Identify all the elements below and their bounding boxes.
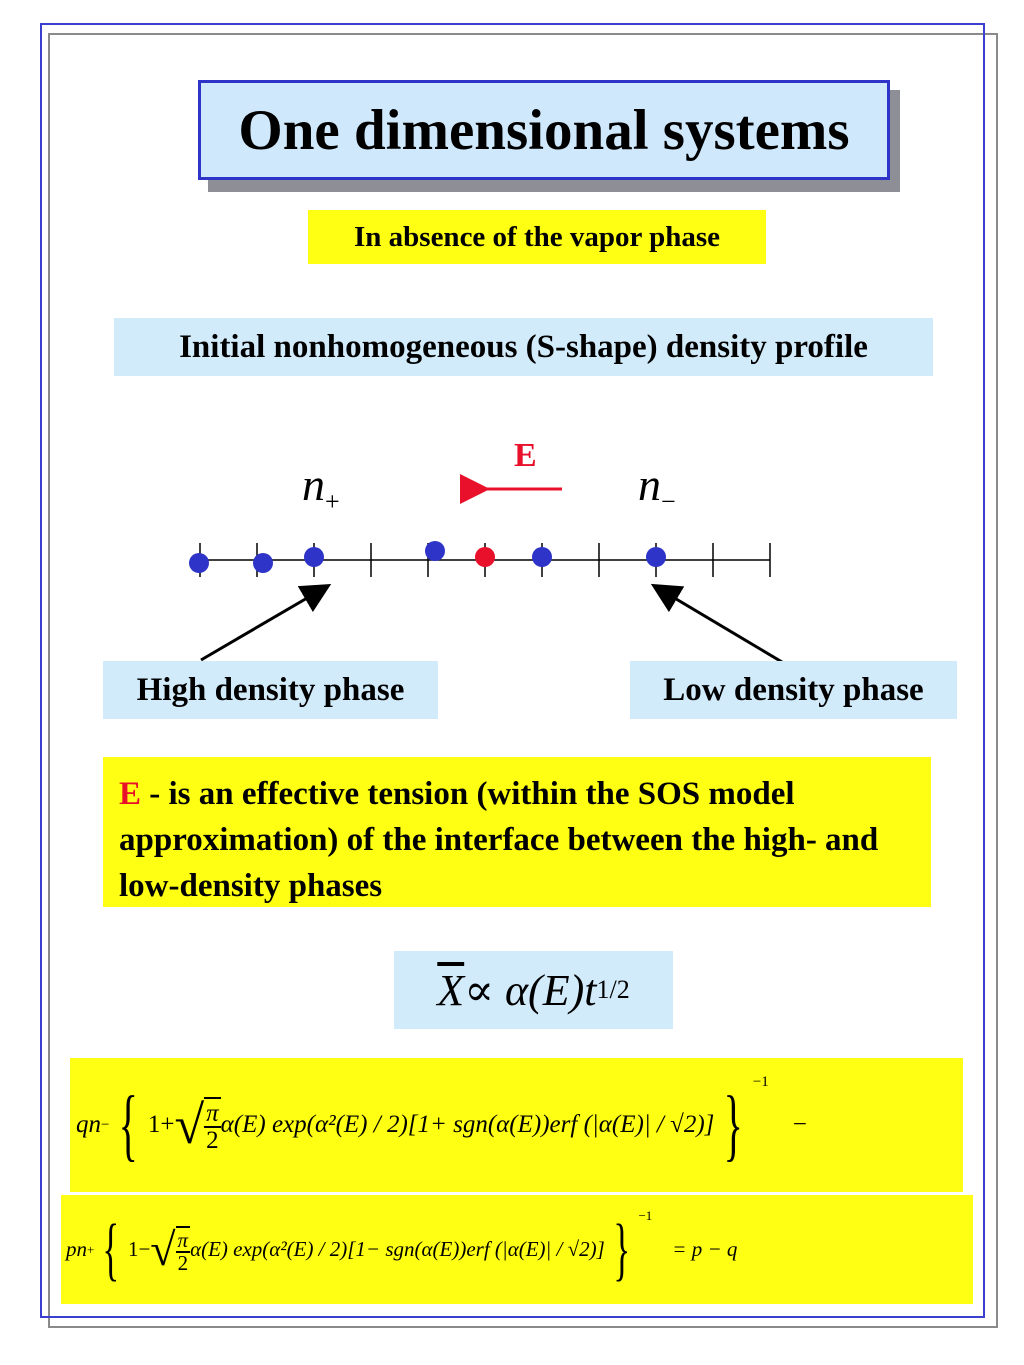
eq2-fraction bbox=[176, 1226, 191, 1274]
page-title: One dimensional systems bbox=[238, 98, 850, 162]
eq2-one: 1− bbox=[127, 1237, 151, 1261]
subtitle: In absence of the vapor phase bbox=[353, 220, 721, 253]
n-plus-base: n bbox=[302, 459, 325, 510]
equation-line-1 bbox=[76, 1070, 807, 1180]
eq1-one: 1+ bbox=[147, 1111, 175, 1138]
high-density-box bbox=[103, 661, 438, 719]
eq1-prefix: qn bbox=[76, 1111, 101, 1138]
eq2-prefix: pn bbox=[66, 1237, 87, 1261]
eq1-two: 2 bbox=[206, 1127, 219, 1154]
eq1-sqrt bbox=[174, 1097, 220, 1153]
eq2-two: 2 bbox=[177, 1250, 189, 1275]
formula-power: 1/2 bbox=[596, 975, 630, 1004]
eq1-radical: √ bbox=[174, 1095, 205, 1155]
eq2-radical: √ bbox=[150, 1223, 176, 1275]
particle bbox=[189, 553, 209, 573]
high-density-label: High density phase bbox=[136, 671, 405, 708]
eq1-exponent: −1 bbox=[752, 1074, 769, 1090]
definition-box bbox=[103, 757, 931, 907]
high-density-pointer bbox=[201, 587, 326, 660]
formula-lhs: $\overline{X}$ bbox=[437, 965, 465, 1015]
n-minus-base: n bbox=[638, 459, 661, 510]
definition-symbol: E bbox=[119, 776, 142, 812]
eq2-close-brace: } bbox=[613, 1210, 631, 1288]
particle bbox=[304, 547, 324, 567]
eq2-sqrt bbox=[150, 1223, 190, 1275]
eq1-pi: π bbox=[206, 1100, 219, 1127]
low-density-label: Low density phase bbox=[663, 671, 924, 708]
definition-text: - is an effective tension (within the SOS model approximation) of the interface between the high- and low-density phases bbox=[119, 776, 879, 904]
field-label: E bbox=[514, 437, 537, 474]
particle-red bbox=[475, 547, 495, 567]
eq2-open-brace: { bbox=[102, 1210, 120, 1288]
eq1-open-brace: { bbox=[119, 1081, 139, 1169]
particle bbox=[646, 547, 666, 567]
eq1-prefix-sub: − bbox=[101, 1116, 110, 1133]
eq2-prefix-sub: + bbox=[87, 1241, 95, 1257]
eq1-close-brace: } bbox=[724, 1081, 744, 1169]
low-density-pointer bbox=[656, 587, 782, 662]
formula-relation: ∝ α(E)t bbox=[464, 965, 597, 1015]
equation-line-2 bbox=[66, 1202, 737, 1297]
eq2-body: α(E) exp(α²(E) / 2)[1− sgn(α(E))erf (|α(E)| / √2)] bbox=[190, 1237, 605, 1261]
eq2-pi: π bbox=[177, 1227, 189, 1252]
n-plus-sub: + bbox=[325, 487, 340, 517]
eq1-body: α(E) exp(α²(E) / 2)[1+ sgn(α(E))erf (|α(E)| / √2)] bbox=[220, 1111, 715, 1138]
particle bbox=[253, 553, 273, 573]
low-density-box bbox=[630, 661, 957, 719]
eq2-rhs: = p − q bbox=[672, 1237, 738, 1261]
particle bbox=[532, 547, 552, 567]
particle bbox=[425, 541, 445, 561]
eq1-fraction bbox=[204, 1097, 221, 1153]
eq2-exponent: −1 bbox=[638, 1208, 653, 1223]
eq1-suffix: − bbox=[792, 1111, 807, 1138]
scaling-formula bbox=[394, 951, 673, 1029]
profile-label: Initial nonhomogeneous (S-shape) density profile bbox=[179, 328, 868, 365]
n-minus-sub: − bbox=[661, 487, 676, 517]
